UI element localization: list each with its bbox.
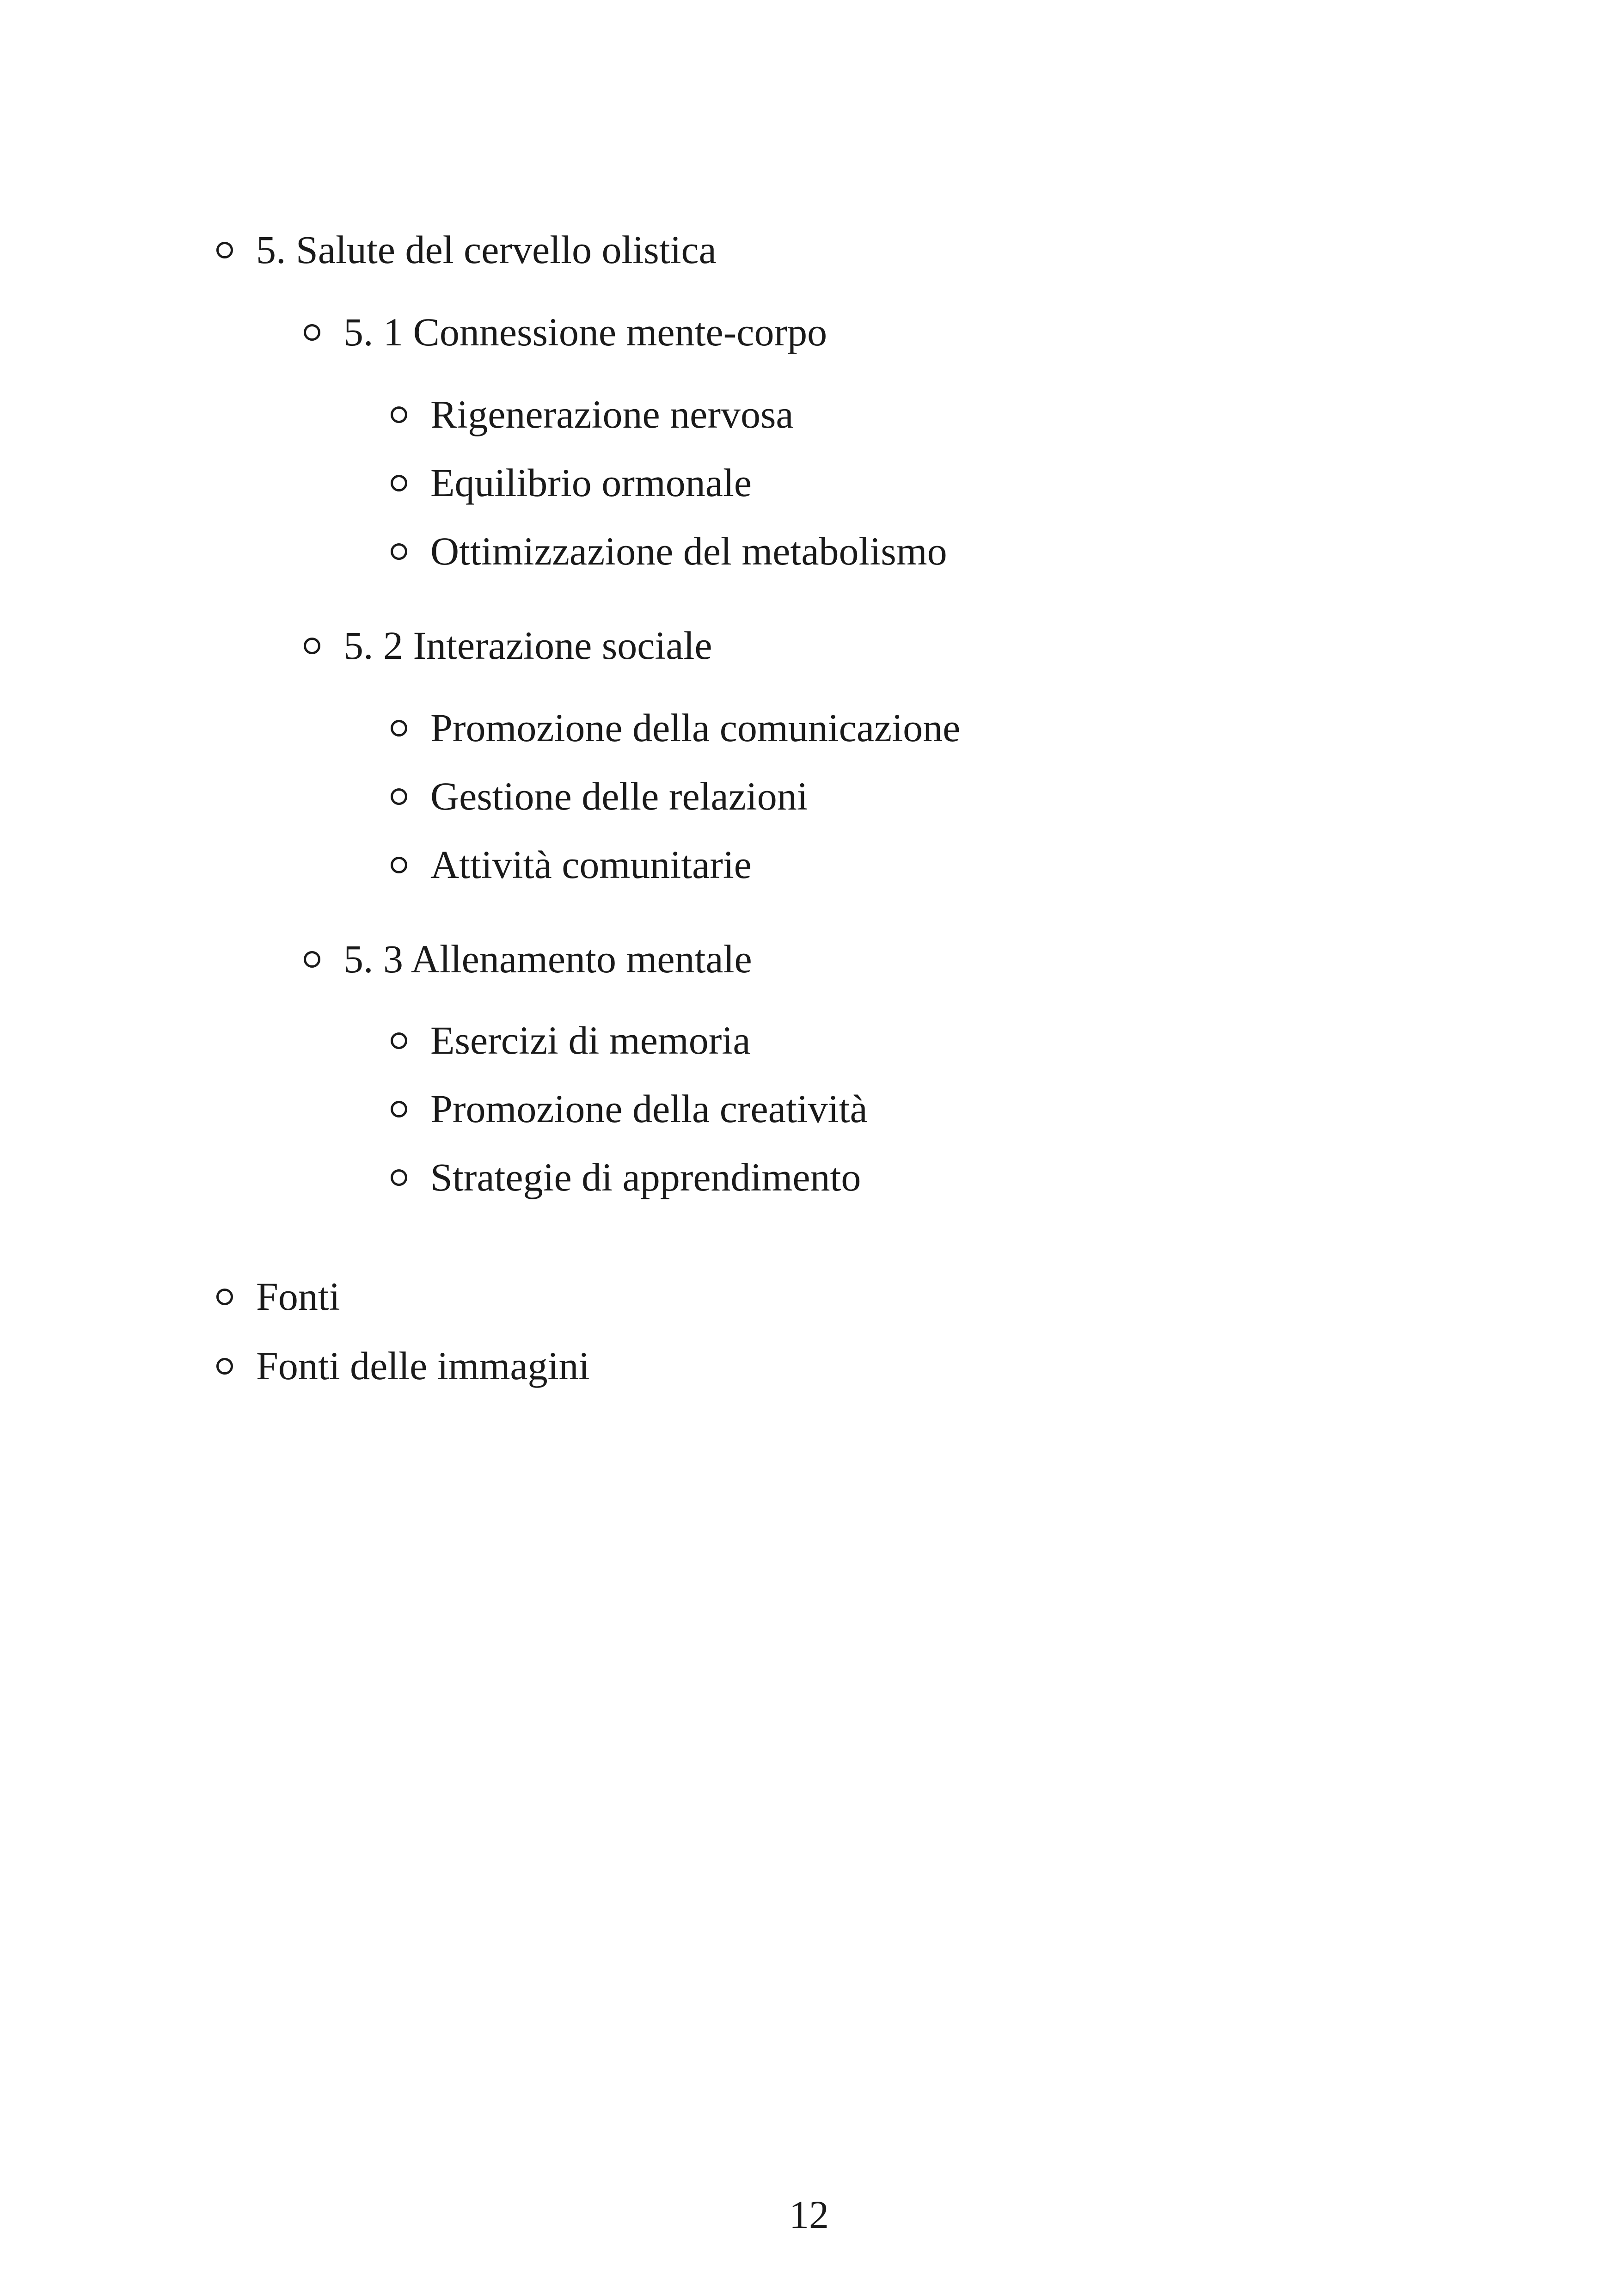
toc-subitem xyxy=(391,460,752,506)
toc-subitem xyxy=(391,391,794,437)
toc-subitem-label: Promozione della creatività xyxy=(430,1087,868,1131)
toc-entry-label: 5. 3 Allenamento mentale xyxy=(343,937,752,981)
toc-subitem xyxy=(391,705,960,751)
hollow-bullet-icon xyxy=(391,1169,407,1186)
toc-entry-section-5-2 xyxy=(304,622,712,669)
toc-entry-label: 5. Salute del cervello olistica xyxy=(256,227,717,272)
toc-subitem-label: Promozione della comunicazione xyxy=(430,706,961,750)
hollow-bullet-icon xyxy=(391,788,407,805)
toc-entry-label: Fonti delle immagini xyxy=(256,1344,590,1388)
toc-subitem-label: Equilibrio ormonale xyxy=(430,460,752,505)
toc-entry-label: 5. 2 Interazione sociale xyxy=(343,623,712,668)
toc-subitem xyxy=(391,841,752,888)
hollow-bullet-icon xyxy=(216,242,233,258)
toc-entry-fonti xyxy=(216,1273,340,1320)
toc-subitem xyxy=(391,773,808,819)
toc-subitem-label: Ottimizzazione del metabolismo xyxy=(430,529,947,573)
hollow-bullet-icon xyxy=(391,1032,407,1049)
toc-subitem xyxy=(391,1154,861,1200)
hollow-bullet-icon xyxy=(391,543,407,560)
toc-entry-label: 5. 1 Connessione mente-corpo xyxy=(343,310,827,354)
toc-subitem-label: Esercizi di memoria xyxy=(430,1018,751,1062)
toc-subitem-label: Attività comunitarie xyxy=(430,842,752,887)
hollow-bullet-icon xyxy=(391,720,407,737)
toc-subitem xyxy=(391,1086,868,1132)
page-number: 12 xyxy=(789,2192,829,2237)
toc-entry-section-5 xyxy=(216,227,717,273)
hollow-bullet-icon xyxy=(391,475,407,491)
hollow-bullet-icon xyxy=(216,1289,233,1305)
toc-subitem xyxy=(391,528,947,574)
toc-subitem-label: Gestione delle relazioni xyxy=(430,774,808,818)
hollow-bullet-icon xyxy=(216,1358,233,1375)
hollow-bullet-icon xyxy=(304,951,320,968)
hollow-bullet-icon xyxy=(391,406,407,423)
hollow-bullet-icon xyxy=(391,1101,407,1117)
toc-entry-fonti-immagini xyxy=(216,1343,589,1389)
hollow-bullet-icon xyxy=(304,638,320,654)
hollow-bullet-icon xyxy=(304,324,320,341)
toc-subitem xyxy=(391,1017,751,1063)
toc-entry-label: Fonti xyxy=(256,1274,340,1319)
toc-entry-section-5-1 xyxy=(304,309,827,355)
toc-subitem-label: Strategie di apprendimento xyxy=(430,1155,861,1199)
toc-subitem-label: Rigenerazione nervosa xyxy=(430,392,794,436)
toc-entry-section-5-3 xyxy=(304,936,752,982)
hollow-bullet-icon xyxy=(391,857,407,873)
